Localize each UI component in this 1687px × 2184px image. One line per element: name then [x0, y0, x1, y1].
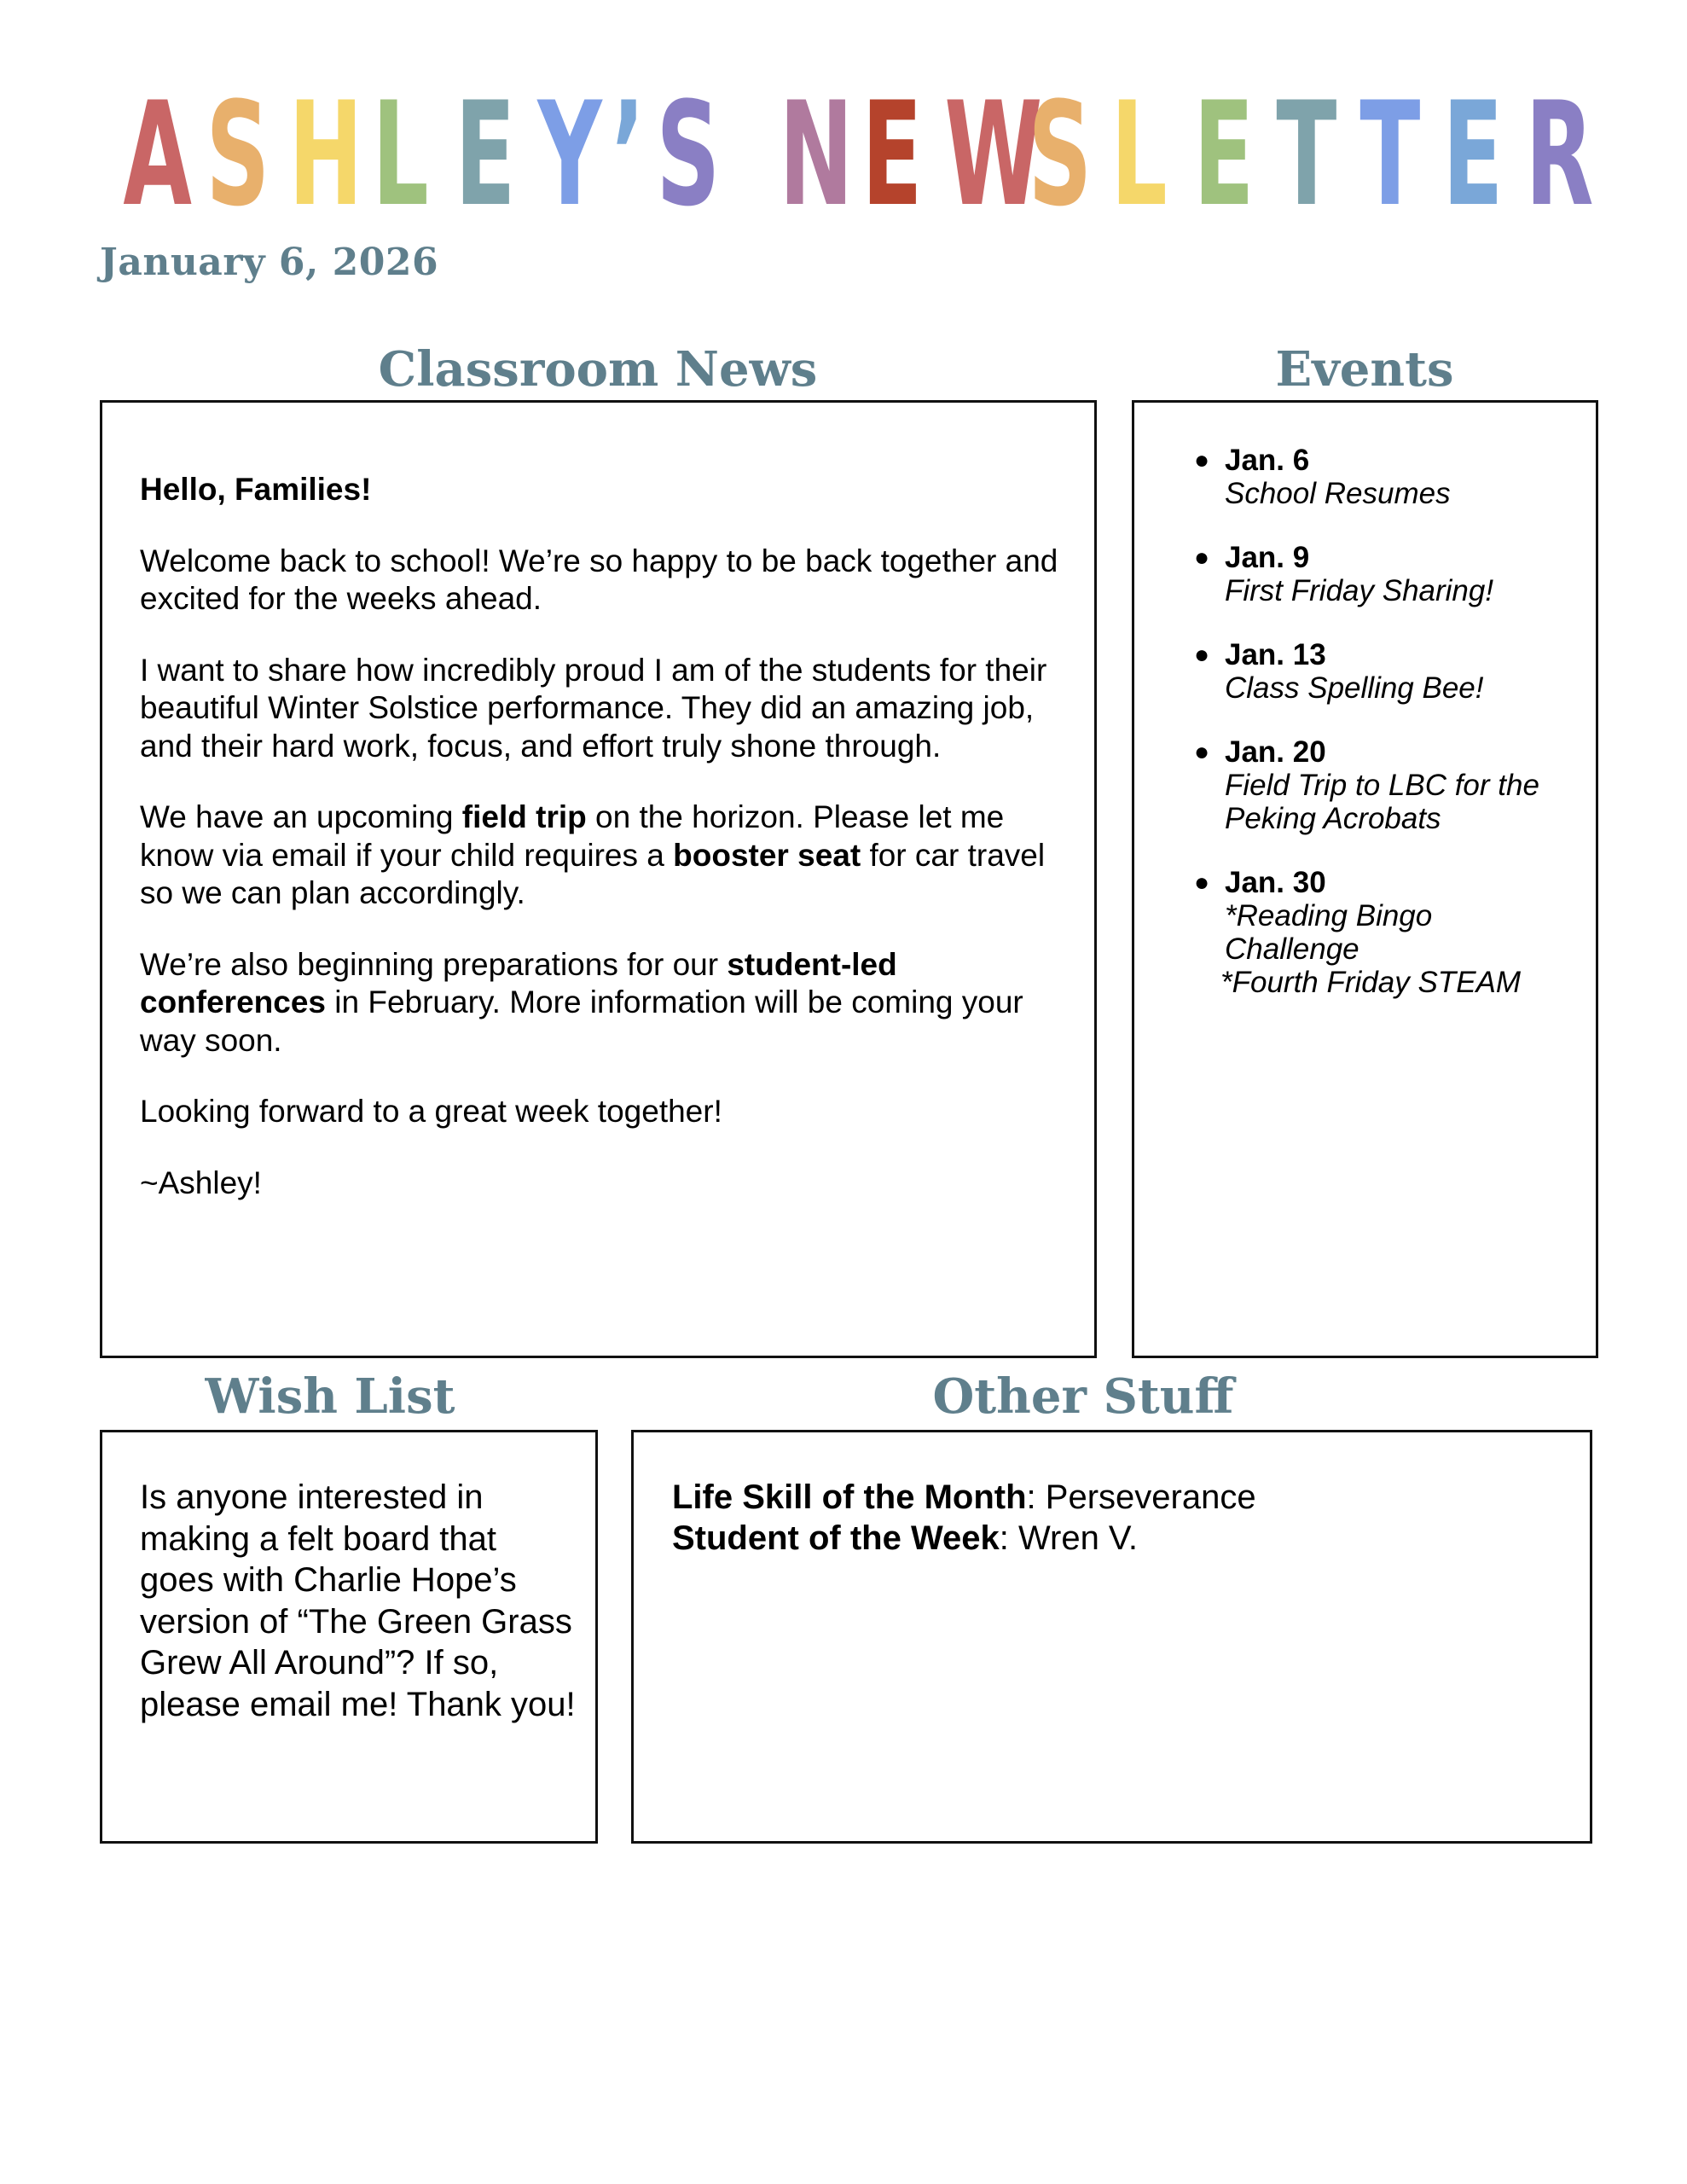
event-item — [1194, 444, 1579, 510]
event-description: School Resumes — [1225, 477, 1451, 510]
student-of-week-row — [672, 1518, 1573, 1559]
title-letter: S — [1027, 71, 1092, 238]
title-letter: S — [655, 71, 720, 238]
event-item — [1194, 541, 1579, 607]
text-run: in February. More information will be coming your way soon. — [140, 985, 1023, 1058]
news-paragraph-closing: Looking forward to a great week together! — [140, 1094, 722, 1129]
other-stuff-heading: Other Stuff — [932, 1368, 1234, 1425]
title-letter: A — [123, 71, 192, 238]
bullet-icon: ● — [1194, 868, 1210, 897]
title-letter: L — [371, 71, 429, 238]
wish-list-box — [100, 1430, 598, 1844]
title-letter: E — [1442, 71, 1504, 238]
events-heading: Events — [1275, 341, 1454, 398]
title-letter: T — [1276, 71, 1337, 238]
text-run: We have an upcoming — [140, 799, 462, 834]
life-skill-label: Life Skill of the Month — [672, 1478, 1027, 1516]
event-item — [1194, 866, 1579, 999]
wish-list-body: Is anyone interested in making a felt board that goes with Charlie Hope’s version of “The Green Grass Grew All Around”? If so, please email me! Thank you! — [140, 1478, 576, 1723]
bullet-icon: ● — [1194, 543, 1210, 572]
event-description: Field Trip to LBC for the Peking Acrobats — [1225, 769, 1539, 835]
signoff: ~Ashley! — [140, 1165, 262, 1200]
news-paragraph-conferences — [140, 946, 1060, 1060]
classroom-news-body — [140, 471, 1060, 1235]
classroom-news-box — [100, 400, 1097, 1358]
bullet-icon: ● — [1194, 446, 1210, 474]
title-letter: ’ — [612, 71, 646, 238]
events-list — [1194, 444, 1579, 1030]
other-stuff-body — [672, 1477, 1573, 1559]
bold-booster-seat: booster seat — [673, 837, 861, 873]
event-item — [1194, 638, 1579, 705]
title-letter: H — [288, 71, 363, 238]
news-paragraph-performance: I want to share how incredibly proud I am of the students for their beautiful Winter Solstice performance. They did an amazing job, and their hard work, focus, and effort truly shone through. — [140, 652, 1047, 764]
life-skill-row — [672, 1477, 1573, 1518]
student-of-week-value: Wren V. — [1017, 1519, 1139, 1557]
event-date: Jan. 30 — [1225, 866, 1326, 899]
title-letter: R — [1525, 71, 1594, 238]
newsletter-date: January 6, 2026 — [100, 241, 439, 284]
separator: : — [999, 1519, 1018, 1557]
events-box — [1132, 400, 1598, 1358]
title-letter: N — [779, 71, 854, 238]
event-item — [1194, 735, 1579, 835]
title-letter — [731, 90, 750, 218]
text-run: on the horizon. Please let me know via email if your child requires a — [140, 799, 1005, 873]
classroom-news-heading: Classroom News — [378, 341, 818, 398]
title-letter: E — [1193, 71, 1255, 238]
event-date: Jan. 6 — [1225, 444, 1310, 477]
wish-list-heading: Wish List — [205, 1368, 455, 1425]
event-date: Jan. 13 — [1225, 638, 1326, 671]
news-paragraph-welcome: Welcome back to school! We’re so happy to be back together and excited for the weeks ahead. — [140, 543, 1058, 616]
bold-student-led-conferences: student-led conferences — [140, 946, 897, 1019]
event-date: Jan. 20 — [1225, 735, 1326, 769]
news-paragraph-field-trip — [140, 799, 1060, 913]
greeting: Hello, Families! — [140, 472, 372, 507]
title-letter: W — [944, 71, 1043, 238]
event-description: *Reading Bingo Challenge — [1225, 899, 1433, 966]
bullet-icon: ● — [1194, 738, 1210, 766]
title-letter: S — [206, 71, 270, 238]
title-letter: E — [861, 71, 923, 238]
bold-field-trip: field trip — [461, 799, 587, 834]
other-stuff-box — [631, 1430, 1592, 1844]
text-run: for car travel so we can plan accordingly. — [140, 837, 1046, 910]
life-skill-value: Perseverance — [1045, 1478, 1256, 1516]
event-description: *Fourth Friday STEAM — [1220, 966, 1522, 999]
event-description: Class Spelling Bee! — [1225, 671, 1484, 705]
title-letter: L — [1110, 71, 1168, 238]
title-letter: T — [1359, 71, 1420, 238]
text-run: We’re also beginning preparations for our — [140, 946, 728, 982]
title-letter: E — [455, 71, 516, 238]
event-date: Jan. 9 — [1225, 541, 1310, 574]
event-description: First Friday Sharing! — [1225, 574, 1494, 607]
separator: : — [1026, 1478, 1046, 1516]
title-letter: Y — [537, 71, 602, 238]
student-of-week-label: Student of the Week — [672, 1519, 1000, 1557]
bullet-icon: ● — [1194, 641, 1210, 669]
newsletter-title — [109, 71, 1594, 238]
